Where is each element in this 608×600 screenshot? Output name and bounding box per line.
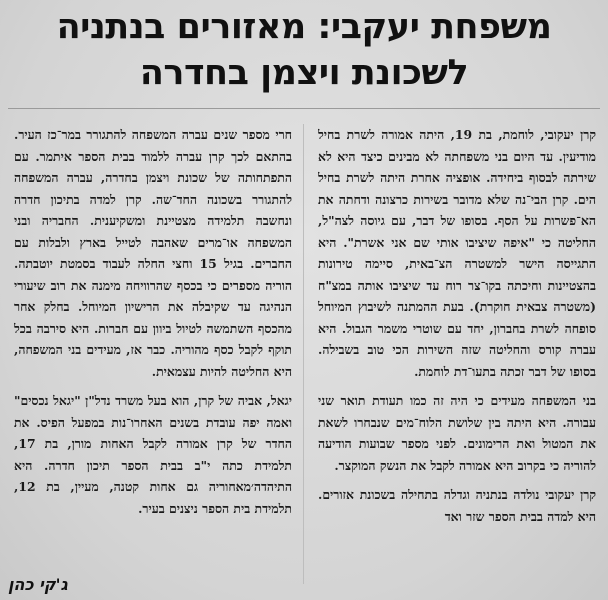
headline-rule — [8, 108, 600, 109]
headline-line-2: לשכונת ויצמן בחדרה — [139, 53, 469, 93]
article-column-left — [14, 124, 292, 564]
headline-line-1: משפחת יעקבי: מאזורים בנתניה — [56, 7, 552, 47]
article-column-right — [318, 124, 596, 584]
paragraph: יגאל, אביה של קרן, הוא בעל משרד נדל"ן "יגאל נכסים" ואמה יפה עובדת בשנים האחרו־נות במפעל הפיס. את החדר של קרן אמורה לקבל האחות מורן, בת 17, תלמידת כתה י"ב בבית הספר תיכון חדרה. היא התיהדה׳מאחוריה גם אחות קטנה, מעיין, בת 12, תלמידת בית הספר ניצנים בעיר. — [14, 393, 292, 516]
paragraph: בני המשפחה מעידים כי היה זה כמו תעודת תואר שני עבורה. היא היתה בין שלושת הלוח־מים שנבחרו לשאת את המטול ואת הרימונים. לפני מספר שבועות הודיעה להוריה כי בקרוב היא אמורה לקבל את הנשק המוקצר. — [318, 393, 596, 473]
photographer-credit: ג'קי כהן — [8, 575, 68, 594]
paragraph: חרי מספר שנים עברה המשפחה להתגורר במר־כז העיר. בהתאם לכך קרן עברה ללמוד בבית הספר איתמר. עם התפתחותה של שכונת ויצמן בחדרה, עברה המשפחה להתגורר בשכונה החד־שה. קרן למדה בתיכון חדרה ונחשבה תלמידה מצטיינת ומשקיענית. החבריה ובני המשפחה או־מרים שאהבה לטייל בארץ ולבלות עם החברים. בגיל 15 וחצי החלה לעבוד בסמטת יוטבתה. הוריה מספרים כי בכסף שהרוויחה מימנה את רוב שיעורי הנהיגה עד שקיבלה את הרישיון המיוחל. בחלק אחר מהכסף השתמשה לטיול ביוון עם חברות. היא סירבה בכל תוקף לקבל כסף מהוריה. כבר אז, מעידים בני המשפחה, היא החליטה להיות עצמאית. — [14, 127, 292, 379]
column-divider — [303, 124, 304, 584]
paragraph: קרן יעקובי, לוחמת, בת 19, היתה אמורה לשרת בחיל מודיעין. עד היום בני משפחתה לא מבינים כיצד היא לא שירתה לבסוף ביחידה. אופציה אחרת היתה לשרת בחיל הים. קרן הבי־נה שלא מדובר בשירות כרצונה ודחתה את הא־פשרות על הסף. בסופו של דבר, עם גיוסה לצה"ל, החליטה כי "איפה שיציבו אותי שם אני אשרת". היא התגייסה הישר למשטרה הצ־באית, סיימה טירונות בהצטיינות וחיכתה בקו־צר רוח עד שיציבו אותה במצ"ח (משטרה צבאית חוקרת). בעת ההמתנה לשיבוץ המיוחל סופחה לשרת בחברון, יחד עם שוטרי משמר הגבול. היא עברה קורס והחליטה שזה השירות הכי טוב בשבילה. בסופו של דבר זכתה בתעו־דת לוחמת. — [318, 127, 596, 379]
headline — [0, 4, 608, 96]
paragraph: קרן יעקובי נולדה בנתניה וגדלה בתחילה בשכונת אזורים. היא למדה בבית הספר שזר ואד — [318, 487, 596, 524]
